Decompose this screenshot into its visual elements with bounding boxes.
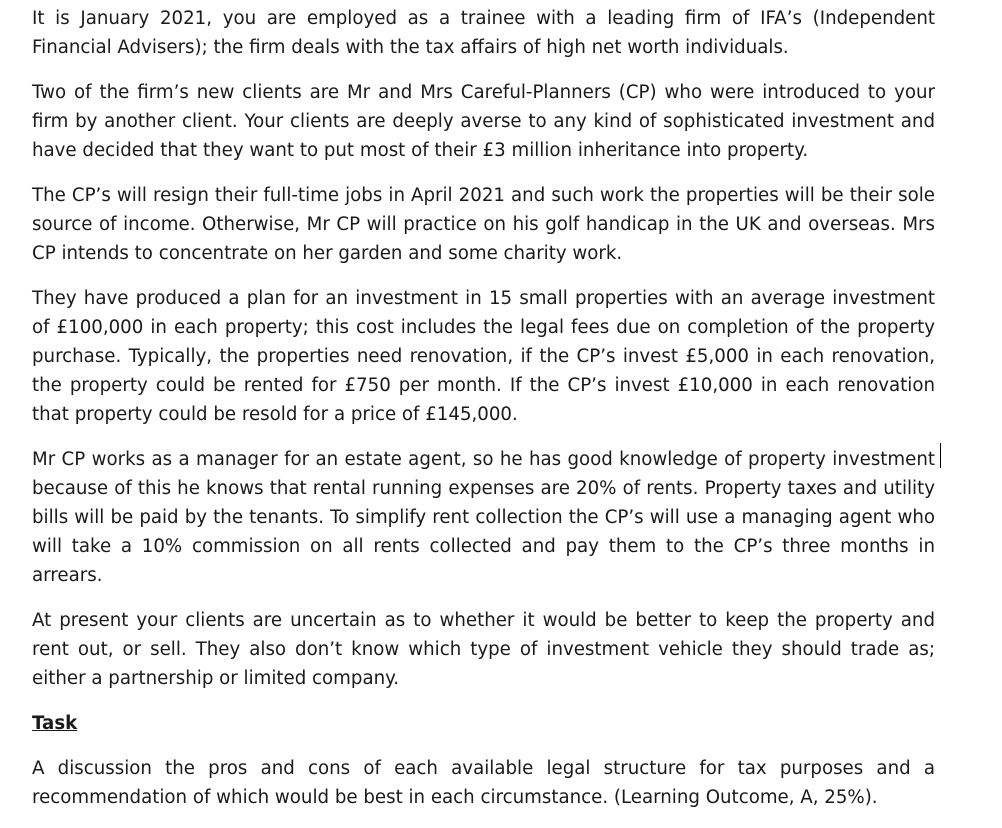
text-cursor [940, 443, 941, 468]
paragraph-uncertainty: At present your clients are uncertain as to whether it would be better to keep the property and rent out, or sell. They also don’t know which type of investment vehicle they should trade as; either a partnership or limited company. [32, 610, 935, 689]
paragraph-clients: Two of the firm’s new clients are Mr and Mrs Careful-Planners (CP) who were introduced to your firm by another client. Your clients are deeply averse to any kind of sophisticated investment and have decided that they want to put most of their £3 million inheritance into property. [32, 82, 935, 161]
paragraph-expenses: Mr CP works as a manager for an estate agent, so he has good knowledge of property investment because of this he knows that rental running expenses are 20% of rents. Property taxes and utility bills will be paid by the tenants. To simplify rent collection the CP’s will use a managing agent who will take a 10% commission on all rents collected and pay them to the CP’s three months in arrears. [32, 449, 935, 586]
task-heading: Task [32, 713, 78, 734]
paragraph-investment-plan: They have produced a plan for an investment in 15 small properties with an average investment of £100,000 in each property; this cost includes the legal fees due on completion of the property purchase. Typically, the properties need renovation, if the CP’s invest £5,000 in each renovation, the property could be rented for £750 per month. If the CP’s invest £10,000 in each renovation that property could be resold for a price of £145,000. [32, 288, 935, 425]
paragraph-income: The CP’s will resign their full-time jobs in April 2021 and such work the properties will be their sole source of income. Otherwise, Mr CP will practice on his golf handicap in the UK and overseas. Mrs CP intends to concentrate on her garden and some charity work. [32, 185, 935, 264]
paragraph-intro: It is January 2021, you are employed as a trainee with a leading firm of IFA’s (Independent Financial Advisers); the firm deals with the tax affairs of high net worth individuals. [32, 8, 935, 58]
task-description: A discussion the pros and cons of each available legal structure for tax purposes and a recommendation of which would be best in each circumstance. (Learning Outcome, A, 25%). [32, 758, 935, 808]
document-body [32, 4, 935, 828]
